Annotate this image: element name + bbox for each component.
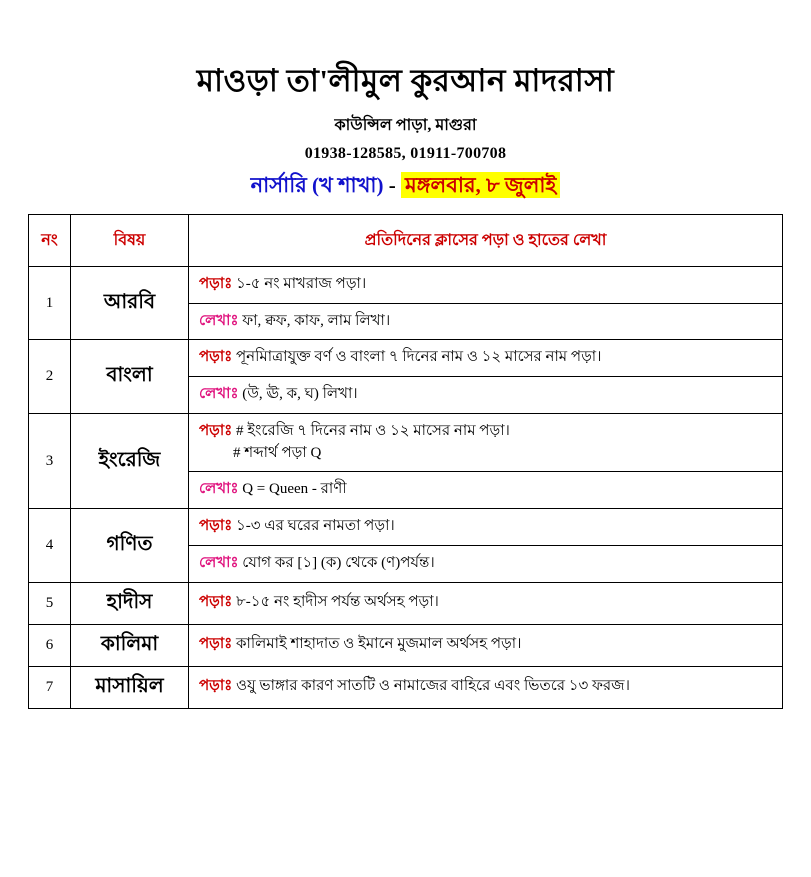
row-number: 5 (29, 582, 71, 624)
subject-name: হাদীস (71, 582, 189, 624)
task-text: (উ, ঊ, ক, ঘ) লিখা। (242, 386, 358, 403)
task-cell (189, 303, 783, 340)
task-label-writing: লেখাঃ (199, 554, 239, 571)
task-cell (189, 413, 783, 472)
task-text: ১-৩ এর ঘরের নামতা পড়া। (236, 518, 395, 535)
subject-name: কালিমা (71, 624, 189, 666)
table-head (29, 214, 783, 266)
task-cell (189, 624, 783, 666)
task-text: ৮-১৫ নং হাদীস পর্যন্ত অর্থসহ পড়া। (236, 594, 439, 611)
table-row (29, 509, 783, 546)
column-header-no: নং (29, 214, 71, 266)
row-number: 4 (29, 509, 71, 583)
address-line: কাউন্সিল পাড়া, মাগুরা (334, 116, 477, 134)
table-header-row (29, 214, 783, 266)
task-label-writing: লেখাঃ (199, 312, 239, 329)
table-row (29, 266, 783, 303)
task-cell (189, 545, 783, 582)
task-cell (189, 509, 783, 546)
class-date-line (28, 173, 783, 198)
table-row (29, 624, 783, 666)
task-label-reading: পড়াঃ (199, 349, 233, 366)
column-header-subject: বিষয় (71, 214, 189, 266)
task-text: পূনমিাত্রাযুক্ত বর্ণ ও বাংলা ৭ দিনের নাম ও ১২ মাসের নাম পড়া। (236, 349, 602, 366)
task-text: # ইংরেজি ৭ দিনের নাম ও ১২ মাসের নাম পড়া। (236, 422, 510, 439)
separator-dash: - (383, 172, 401, 197)
task-cell (189, 582, 783, 624)
task-label-reading: পড়াঃ (199, 518, 233, 535)
task-label-reading: পড়াঃ (199, 594, 233, 611)
table-row (29, 413, 783, 472)
task-text: ফা, ক্বফ, কাফ, লাম লিখা। (242, 312, 391, 329)
table-row (29, 666, 783, 708)
task-label-reading: পড়াঃ (199, 678, 233, 695)
task-cell (189, 666, 783, 708)
task-cell (189, 266, 783, 303)
subject-name: আরবি (71, 266, 189, 340)
task-label-writing: লেখাঃ (199, 386, 239, 403)
task-text: ওযু ভাঙ্গার কারণ সাতটি ও নামাজের বাহিরে এবং ভিতরে ১৩ ফরজ। (236, 678, 630, 695)
subject-name: গণিত (71, 509, 189, 583)
row-number: 2 (29, 340, 71, 414)
phone-line: 01938-128585, 01911-700708 (304, 144, 507, 162)
document-header (28, 0, 783, 198)
subject-name: বাংলা (71, 340, 189, 414)
task-label-reading: পড়াঃ (199, 422, 233, 439)
task-label-writing: লেখাঃ (199, 481, 239, 498)
task-text: Q = Queen - রাণী (242, 481, 347, 498)
task-label-reading: পড়াঃ (199, 275, 233, 292)
routine-table (28, 214, 783, 709)
table-row (29, 582, 783, 624)
row-number: 7 (29, 666, 71, 708)
task-cell (189, 340, 783, 377)
class-branch-label: নার্সারি (খ শাখা) (250, 172, 384, 197)
table-row (29, 340, 783, 377)
task-cell (189, 377, 783, 414)
date-highlight: মঙ্গলবার, ৮ জুলাই (401, 172, 560, 198)
row-number: 3 (29, 413, 71, 508)
task-text: যোগ কর [১] (ক) থেকে (ণ)পর্যন্ত। (242, 554, 435, 571)
row-number: 1 (29, 266, 71, 340)
task-cell (189, 472, 783, 509)
task-text-line2: # শব্দার্থ পড়া Q (233, 444, 322, 461)
column-header-task: প্রতিদিনের ক্লাসের পড়া ও হাতের লেখা (189, 214, 783, 266)
task-text: ১-৫ নং মাখরাজ পড়া। (236, 275, 367, 292)
row-number: 6 (29, 624, 71, 666)
task-label-reading: পড়াঃ (199, 636, 233, 653)
page-title: মাওড়া তা'লীমুল কুরআন মাদরাসা (196, 63, 615, 98)
table-body (29, 266, 783, 708)
subject-name: ইংরেজি (71, 413, 189, 508)
subject-name: মাসায়িল (71, 666, 189, 708)
task-text: কালিমাই শাহাদাত ও ইমানে মুজমাল অর্থসহ পড়া। (236, 636, 522, 653)
